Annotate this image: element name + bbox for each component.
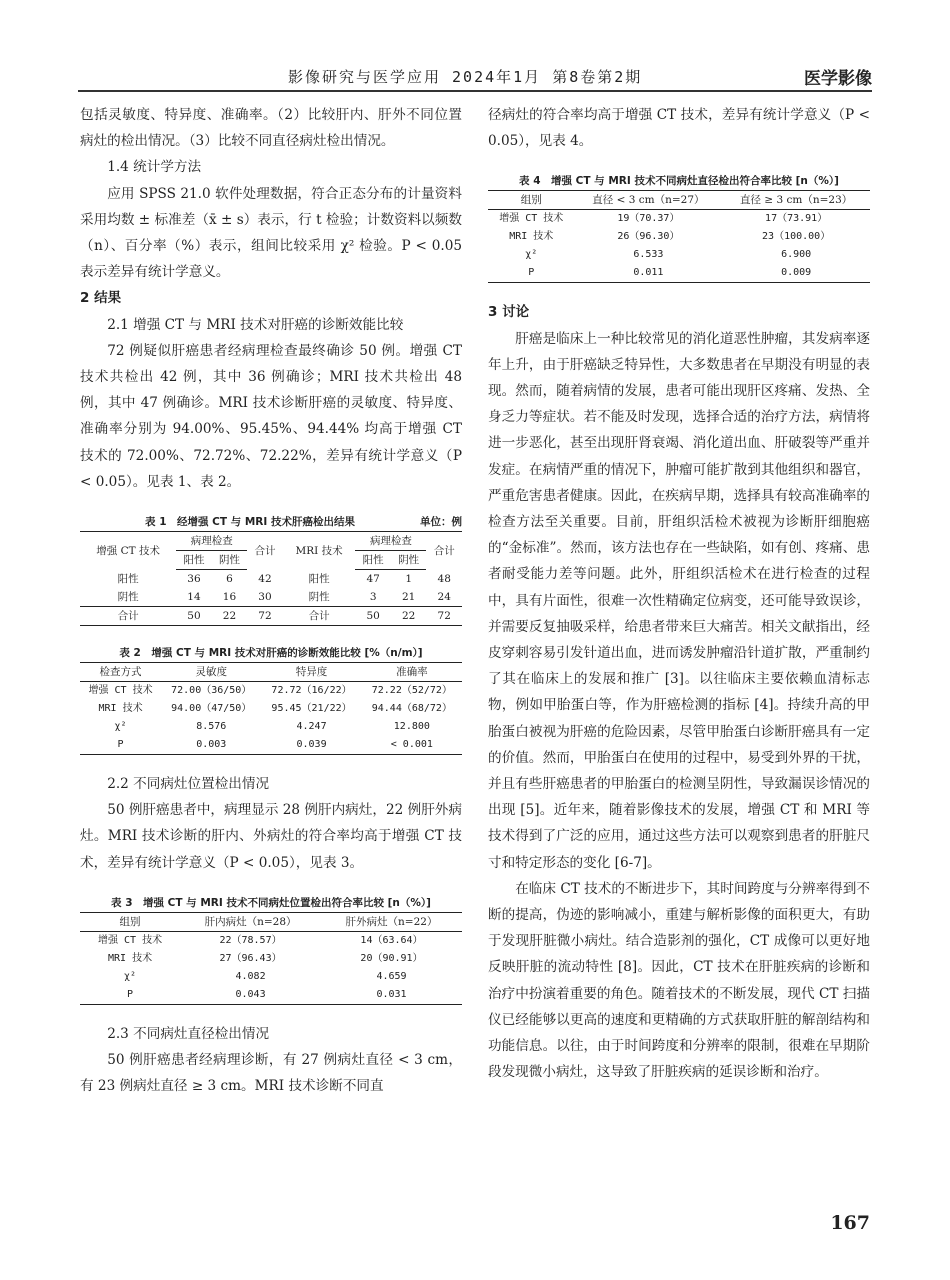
table-1 — [80, 531, 462, 626]
paragraph-2-3: 50 例肝癌患者经病理诊断，有 27 例病灶直径 < 3 cm，有 23 例病灶直径 ≥ 3 cm。MRI 技术诊断不同直 — [80, 1052, 462, 1095]
table-cell: 30 — [258, 591, 272, 604]
table-cell: P — [80, 986, 180, 1005]
table1-title: 表 1 经增强 CT 与 MRI 技术肝癌检出结果 — [145, 516, 355, 529]
table-cell: MRI 技术 — [98, 703, 143, 715]
table-row — [80, 931, 462, 950]
table-cell: 72.22（52/72） — [371, 685, 452, 697]
table1-col-path: 病理检查 — [176, 532, 247, 551]
table-cell: 0.003 — [161, 736, 261, 755]
table-cell: 20（90.91） — [360, 952, 423, 964]
table-cell: 24 — [437, 591, 451, 604]
table-4 — [488, 190, 870, 283]
table3-title: 表 3 增强 CT 与 MRI 技术不同病灶位置检出符合率比较 [n（%）] — [111, 896, 431, 909]
table2-header: 准确率 — [362, 663, 462, 682]
heading-3: 3 讨论 — [488, 304, 530, 321]
table1-sub-neg: 阴性 — [212, 551, 248, 570]
table1-sub-neg2: 阴性 — [391, 551, 427, 570]
header-rule — [78, 90, 872, 92]
table-cell: 94.44（68/72） — [371, 703, 452, 715]
table-row — [488, 210, 870, 229]
table-cell: 增强 CT 技术 — [88, 685, 153, 697]
page-number: 167 — [830, 1212, 870, 1234]
table-cell: 22 — [212, 607, 248, 626]
right-column — [488, 102, 870, 1086]
table1-col-total: 合计 — [247, 532, 283, 570]
table-cell: 0.043 — [180, 986, 321, 1005]
section-name: 医学影像 — [804, 69, 872, 89]
table-cell: χ² — [525, 249, 538, 261]
table-cell: 95.45（21/22） — [271, 703, 352, 715]
table-cell: 50 — [176, 607, 212, 626]
table-cell: 增强 CT 技术 — [97, 934, 163, 946]
table4-header: 直径 < 3 cm（n=27） — [575, 191, 723, 210]
table-cell: 0.009 — [722, 264, 870, 283]
table-cell: 3 — [369, 591, 377, 604]
table-cell: 4.247 — [296, 721, 327, 733]
table-cell: 4.082 — [235, 970, 266, 982]
table-cell: 0.039 — [261, 736, 361, 755]
table-cell: < 0.001 — [362, 736, 462, 755]
left-column — [80, 102, 462, 1099]
table-cell: 4.659 — [376, 970, 407, 982]
table-cell: 12.800 — [393, 721, 430, 733]
table-cell: 23（100.00） — [762, 231, 831, 243]
table-cell: χ² — [114, 721, 127, 733]
heading-2-2: 2.2 不同病灶位置检出情况 — [107, 776, 270, 793]
table-cell: 6.900 — [781, 249, 812, 261]
table-cell: 47 — [366, 573, 380, 586]
table-row — [80, 607, 462, 626]
table3-header: 肝外病灶（n=22） — [321, 912, 462, 931]
heading-2: 2 结果 — [80, 290, 122, 307]
table-cell: 42 — [258, 572, 272, 585]
heading-1-4: 1.4 统计学方法 — [107, 159, 202, 176]
table-cell: 阴性 — [308, 591, 330, 604]
table1-title-row — [80, 513, 462, 531]
table-cell: 72.72（16/22） — [271, 685, 352, 697]
table-row — [80, 736, 462, 755]
table-row — [80, 968, 462, 986]
table-cell: χ² — [124, 970, 137, 982]
table-row — [80, 718, 462, 736]
table-cell: 0.011 — [575, 264, 723, 283]
table-cell: 21 — [402, 591, 416, 604]
table-cell: 26（96.30） — [617, 231, 680, 243]
table-cell: 合计 — [80, 607, 176, 626]
table-cell: 14（63.64） — [360, 934, 423, 946]
table2-title: 表 2 增强 CT 与 MRI 技术对肝癌的诊断效能比较 [%（n/m）] — [119, 647, 423, 660]
table1-sub-pos2: 阳性 — [355, 551, 391, 570]
table-3 — [80, 912, 462, 1005]
table1-col-path2: 病理检查 — [355, 532, 426, 551]
running-header — [78, 62, 872, 92]
table1-col-mri: MRI 技术 — [283, 532, 356, 570]
table-cell: P — [80, 736, 161, 755]
table-cell: 16 — [222, 591, 237, 604]
table-cell: MRI 技术 — [509, 231, 554, 243]
table-cell: 19（70.37） — [617, 213, 680, 225]
paragraph-methods-cont: 包括灵敏度、特异度、准确率。（2）比较肝内、肝外不同位置病灶的检出情况。（3）比较不同直径病灶检出情况。 — [80, 107, 462, 150]
table-row — [80, 682, 462, 701]
table-row — [80, 570, 462, 589]
table-cell: 0.031 — [321, 986, 462, 1005]
table-cell: 72 — [426, 607, 462, 626]
table-row — [488, 264, 870, 283]
table-cell: 6 — [226, 573, 233, 586]
table-cell: 22（78.57） — [219, 934, 282, 946]
table1-col-total2: 合计 — [426, 532, 462, 570]
table1-unit: 单位：例 — [420, 516, 462, 529]
table-2 — [80, 662, 462, 755]
table2-header: 特异度 — [261, 663, 361, 682]
table-cell: P — [488, 264, 575, 283]
table-row — [80, 950, 462, 968]
table-cell: 增强 CT 技术 — [499, 213, 564, 225]
table-cell: MRI 技术 — [107, 952, 153, 964]
paragraph-discussion-2: 在临床 CT 技术的不断进步下，其时间跨度与分辨率得到不断的提高，伪迹的影响减小，重建与解析影像的面积更大，有助于发现肝脏微小病灶。结合造影剂的强化，CT 成像可以更好地反映肝脏的流动特性 [8]。因此，CT 技术在肝脏疾病的诊断和治疗中扮演着重要的角色。随着技术的不断发展，现代 CT 扫描仪已经能够以更高的速度和更精确的方式获取肝脏的解剖结构和功能信息。以往，由于时间跨度和分辨率的限制，很难在早期阶段发现微小病灶，这导致了肝脏疾病的延误诊断和治疗。 — [488, 880, 870, 1081]
paragraph-2-1: 72 例疑似肝癌患者经病理检查最终确诊 50 例。增强 CT 技术共检出 42 例，其中 36 例确诊；MRI 技术共检出 48 例，其中 47 例确诊。MRI 技术诊断肝癌的灵敏度、特异度、准确率分别为 94.00%、95.45%、94.44% 均高于增强 CT 技术的 72.00%、72.72%、72.22%，差异有统计学意义（P < 0.05）。见表 1、表 2。 — [80, 342, 462, 490]
table-cell: 合计 — [283, 607, 356, 626]
table-row — [80, 588, 462, 607]
table4-title: 表 4 增强 CT 与 MRI 技术不同病灶直径检出符合率比较 [n（%）] — [519, 175, 839, 188]
table-cell: 72.00（36/50） — [171, 685, 252, 697]
table-cell: 17（73.91） — [765, 213, 828, 225]
table-cell: 27（96.43） — [219, 952, 282, 964]
table3-header: 肝内病灶（n=28） — [180, 912, 321, 931]
table-cell: 1 — [405, 573, 413, 586]
table4-header: 组别 — [488, 191, 575, 210]
table-row — [80, 986, 462, 1005]
table-row — [80, 700, 462, 718]
table1-col-ct: 增强 CT 技术 — [80, 532, 176, 570]
table-cell: 94.00（47/50） — [171, 703, 252, 715]
table3-header: 组别 — [80, 912, 180, 931]
table1-sub-pos: 阳性 — [176, 551, 212, 570]
table4-header: 直径 ≥ 3 cm（n=23） — [722, 191, 870, 210]
table-row — [488, 228, 870, 246]
table-cell: 48 — [437, 572, 451, 585]
table-cell: 50 — [355, 607, 391, 626]
table2-header: 检查方式 — [80, 663, 161, 682]
table-cell: 36 — [187, 573, 201, 586]
paragraph-2-3-cont: 径病灶的符合率均高于增强 CT 技术，差异有统计学意义（P < 0.05），见表 4。 — [488, 107, 870, 150]
paragraph-statistics: 应用 SPSS 21.0 软件处理数据，符合正态分布的计量资料采用均数 ± 标准差（x̄ ± s）表示，行 t 检验；计数资料以频数（n）、百分率（%）表示，组间比较采用 χ² 检验。P < 0.05 表示差异有统计学意义。 — [80, 185, 462, 281]
heading-2-1: 2.1 增强 CT 与 MRI 技术对肝癌的诊断效能比较 — [107, 316, 404, 333]
table-cell: 阴性 — [117, 591, 139, 604]
table-cell: 72 — [247, 607, 283, 626]
table2-header: 灵敏度 — [161, 663, 261, 682]
journal-title: 影像研究与医学应用 2024年1月 第8卷第2期 — [288, 68, 643, 86]
table-row — [488, 246, 870, 264]
table-cell: 14 — [187, 591, 201, 604]
paragraph-2-2: 50 例肝癌患者中，病理显示 28 例肝内病灶，22 例肝外病灶。MRI 技术诊断的肝内、外病灶的符合率均高于增强 CT 技术，差异有统计学意义（P < 0.05），见表 3。 — [80, 802, 462, 871]
paragraph-discussion-1: 肝癌是临床上一种比较常见的消化道恶性肿瘤，其发病率逐年上升，由于肝癌缺乏特异性，大多数患者在早期没有明显的表现。然而，随着病情的发展，患者可能出现肝区疼痛、发热、全身乏力等症状。若不能及时发现，选择合适的治疗方法，病情将进一步恶化，甚至出现肝肾衰竭、消化道出血、肝破裂等严重并发症。在病情严重的情况下，肿瘤可能扩散到其他组织和器官，严重危害患者健康。因此，在疾病早期，选择具有较高准确率的检查方法至关重要。目前，肝组织活检术被视为诊断肝细胞癌的“金标准”。然而，该方法也存在一些缺陷，如有创、疼痛、患者耐受能力差等问题。此外，肝组织活检术在进行检查的过程中，具有片面性，很难一次性精确定位病变，还可能导致误诊，并需要反复抽吸采样，给患者带来巨大痛苦。相关文献指出，经皮穿刺容易引发针道出血，进而诱发肿瘤沿针道扩散，严重制约了其在临床上的发展和推广 [3]。以往临床主要依赖血清标志物，例如甲胎蛋白等，作为肝癌检测的指标 [4]。持续升高的甲胎蛋白被视为肝癌的危险因素，尽管甲胎蛋白诊断肝癌具有一定的价值。然而，甲胎蛋白在使用的过程中，易受到外界的干扰，并且有些肝癌患者的甲胎蛋白的检测呈阴性，导致漏误诊情况的出现 [5]。近年来，随着影像技术的发展，增强 CT 和 MRI 等技术得到了广泛的应用，通过这些方法可以观察到患者的肝脏尺寸和特定形态的变化 [6-7]。 — [488, 330, 870, 871]
table-cell: 阳性 — [308, 572, 330, 585]
table-cell: 6.533 — [633, 249, 664, 261]
table-cell: 22 — [391, 607, 427, 626]
table-cell: 阳性 — [117, 572, 139, 585]
table-cell: 8.576 — [196, 721, 227, 733]
heading-2-3: 2.3 不同病灶直径检出情况 — [107, 1025, 270, 1042]
